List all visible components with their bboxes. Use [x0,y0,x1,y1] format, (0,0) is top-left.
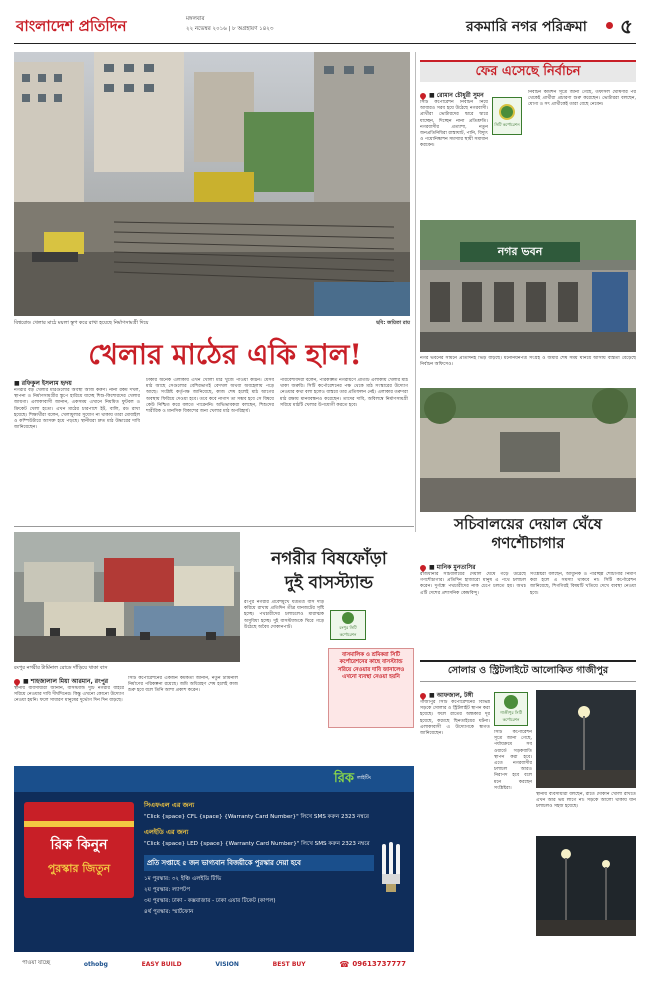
story5-byline-text: ■ আফজাল, টঙ্গী [429,692,474,699]
ad-brand-bar [14,766,414,792]
gazipur-city-logo [494,692,528,726]
story1-body-col1: নগরীর বড় খেলার মাঠগুলোর অবস্থা আজ করুণ। নানা রকম দখল, স্থাপনা ও নির্মাণসামগ্রীর স্তূপে হারিয়ে যাচ্ছে শিশু-কিশোরদের খেলার জায়গা। এলাকাবাসী জানান, একসময় এখানে নিয়মিত ফুটবল ও ক্রিকেট খেলা হতো। এখন মাঠের চারপাশে ইট, বালি, রড রাখা হয়েছে। শিক্ষার্থীরা বলেন, খেলাধুলার সুযোগ না থাকায় তারা মোবাইল ও কম্পিউটারে আসক্ত হয়ে পড়ছে। স্থানীয়রা দ্রুত মাঠ উদ্ধারের দাবি জানিয়েছেন। [14,388,140,431]
location-pin-icon [419,91,427,99]
election-banner-text: ফের এসেছে নির্বাচন [475,63,581,79]
ad-prize-2: ২য় পুরস্কার: ল্যাপটপ [144,887,191,893]
ad-rule1-text: "Click {space} CFL {space} {Warranty Card Number}" লিখে SMS করুন 2323 নম্বরে [144,814,369,820]
ad-rule1-title: সিএফএল এর জন্য [144,801,195,809]
location-pin-icon [13,677,21,685]
streetlight-graphic-top [536,690,636,788]
story3-callout [328,648,414,728]
ad-brand-tag: লাইটিং [356,775,372,781]
city-logo-emblem-icon [499,104,515,120]
masthead-date: ২২ নভেম্বর ২০১৬ | ৮ অগ্রহায়ণ ১৪২৩ [186,26,274,32]
photo-caption: বিশ্বরোড খেলার মাঠে ময়লা স্তূপ করে রাখা হয়েছে নির্মাণসামগ্রী দিয়ে [14,320,149,326]
location-pin-icon [419,563,427,571]
story3-byline-text: ■ শাহজালাল মিয়া আরমান, রংপুর [23,678,109,685]
story5-headline-box [420,660,636,682]
secretariat-photo-graphic [420,388,636,512]
ad-brand: রিক [334,770,354,786]
building-sign: নগর ভবন [497,245,543,258]
bus-terminal-photo [14,532,240,662]
ad-bulb-icon [376,842,406,894]
story3-body-col2: স্থানীয় ব্যবসায়ীরা জানান, বাসস্ট্যান্ড দুটি নগরীর বাইরে সরিয়ে নেওয়ার দাবি দীর্ঘদিনের। কিন্তু এখনো কোনো উদ্যোগ নেওয়া হয়নি। ফলে সাধারণ মানুষের দুর্ভোগ দিন দিন বাড়ছে। [14,686,124,704]
ad-gift-box [24,802,134,898]
story1-byline-text: ■ রফিকুল ইসলাম হৃদয় [14,380,72,387]
masthead-day: মঙ্গলবার [186,16,205,22]
story2-byline-text: ■ রোমান চৌধুরী সুমন [429,92,484,99]
ad-prize-heading: প্রতি সপ্তাহে ৫ জন ভাগ্যবান বিজয়ীকে পুরস্কার দেয়া হবে [144,855,374,871]
story4-byline-text: ■ মানিক মুনতাসির [429,564,476,571]
page-dot-icon [606,22,613,29]
streetlight-graphic-bottom [536,836,636,936]
ad-promo-title-1: রিক কিনুন [50,837,108,853]
ad-rules [144,800,374,917]
ad-rule2-title: এলইডি এর জন্য [144,828,189,836]
story4-headline-line2: গণশৌচাগার [491,534,565,552]
bus-photo-caption: রংপুর নগরীর টার্মিনাল রোডে দাঁড়িয়ে থাকা বাস [14,665,108,671]
story5-headline: সোলার ও স্ট্রিটলাইটে আলোকিত গাজীপুর [447,665,609,676]
section-title: রকমারি নগর পরিক্রমা [466,19,587,35]
ad-footer-brand-vision: VISION [215,960,239,968]
paper-name: বাংলাদেশ প্রতিদিন [16,17,127,35]
ad-prize-3: ৩য় পুরস্কার: ঢাকা - কক্সবাজার - ঢাকা এয়ার টিকেট (কাপল) [144,898,276,904]
city-building-graphic [420,220,636,352]
city-building-photo [420,220,636,352]
construction-site-photo [14,52,410,316]
city-corporation-logo [492,97,522,135]
column-divider [415,52,416,532]
story3-headline-line2: দুই বাসস্ট্যান্ড [284,573,374,593]
ad-prize-4: ৪র্থ পুরস্কার: স্মার্টফোন [144,909,194,915]
ad-footer-brand-bestbuy: BEST BUY [272,960,306,968]
story3-body-col3: সিটি কর্পোরেশনের একজন কর্মকর্তা জানান, নতুন টার্মিনাল নির্মাণের পরিকল্পনা রয়েছে। জমি অধিগ্রহণ শেষ হলেই কাজ শুরু হবে বলে তিনি আশা প্রকাশ করেন। [128,676,238,694]
cfl-bulb-icon [376,842,406,894]
election-banner [420,60,636,82]
city-logo-text: সিটি কর্পোরেশন [494,121,520,127]
section-rule [14,526,414,527]
ad-footer-brand-easybuild: EASY BUILD [141,960,182,968]
photo-credit: ছবি: জয়িতা রায় [376,320,410,326]
ad-footer-brand-othoba: othobg [83,960,108,968]
masthead [14,12,636,44]
story2-body-lower: নগর ভবনের সামনে প্রতিদিনই ভিড় বাড়ছে। মনোনয়নপত্র সংগ্রহ ও জমার শেষ সময় ঘনিয়ে আসায় ব্যস্ততা বেড়েছে নির্বাচন অফিসেও। [420,356,636,368]
gazipur-logo-text: গাজীপুর সিটি কর্পোরেশন [500,709,522,722]
phone-icon: ☎ [339,959,350,969]
ad-footer-label: পাওয়া যাচ্ছে [22,960,51,966]
streetlight-photo-top [536,690,636,788]
rangpur-logo-text: রংপুর সিটি কর্পোরেশন [339,624,357,637]
page-number: ৫ [620,14,633,38]
rangpur-logo-emblem-icon [342,612,354,624]
secretariat-wall-photo [420,388,636,512]
ad-rule2-text: "Click {space} LED {space} {Warranty Card Number}" লিখে SMS করুন 2323 নম্বরে [144,841,370,847]
ad-hotline: 09613737777 [352,960,406,968]
ad-footer [14,952,414,976]
story4-headline-line1: সচিবালয়ের দেয়াল ঘেঁষে [454,515,602,533]
advertisement [14,766,414,976]
story5-body-col2: সিটি কর্পোরেশন সূত্রে জানা গেছে, পর্যায়ক্রমে সব ওয়ার্ডে সড়কবাতি স্থাপন করা হবে। এতে নগরবাসীর চলাচল আরও নিরাপদ হবে বলে মনে করছেন সংশ্লিষ্টরা। [494,730,532,791]
streetlight-photo-bottom [536,836,636,936]
ad-hotline-box [339,960,406,969]
story2-body-side: নির্বাচন কমিশন সূত্রে জানা গেছে, তফসিল ঘোষণার পর থেকেই প্রার্থীরা প্রচারণা শুরু করেছেন। ভোটাররা বলছেন, যোগ্য ও সৎ প্রার্থীকেই তারা বেছে নেবেন। [528,90,636,108]
story5-body-col3: স্থানীয় ব্যবসায়ীরা বলছেন, রাতে দোকান খোলা রাখতে এখন আর ভয় লাগে না। সড়কে আলো থাকায় যান চলাচলও সহজ হয়েছে। [536,792,636,810]
story4-body-col1: রাজধানীর সচিবালয়ের দেয়াল ঘেঁষে গড়ে উঠেছে গণশৌচাগার। প্রতিদিন হাজারো মানুষ এ পথে চলাচল করেন। দুর্গন্ধে পথচারীদের নাক চেপে চলতে হয়। অথচ এটি দেশের প্রশাসনিক কেন্দ্রবিন্দু। [420,572,526,596]
story3-body-col1: রংপুর নগরীর প্রবেশমুখে যত্রতত্র বাস দাঁড় করিয়ে রাখায় প্রতিদিন তীব্র যানজটের সৃষ্টি হচ্ছে। পথচারীদের চলাচলেও মারাত্মক অসুবিধা হচ্ছে। দুই বাসস্ট্যান্ডকে ঘিরে গড়ে উঠেছে অবৈধ দোকানপাট। [244,600,324,630]
story3-callout-text: বাসমালিক ও শ্রমিকরা সিটি কর্পোরেশনের কাছে বাসস্ট্যান্ড সরিয়ে নেওয়ার দাবি জানালেও এখনো ব্যবস্থা নেওয়া হয়নি [337,652,405,681]
story1-body-col2: ঢাকার অনেক এলাকায় এখন খোলা মাঠ খুঁজে পাওয়া কঠিন। যেসব মাঠ আছে সেগুলোর বেশিরভাগই বেদখল অথবা অবহেলায় পড়ে আছে। সংশ্লিষ্ট কর্তৃপক্ষ জানিয়েছে, কাজ শেষ হলেই মাঠ আগের অবস্থায় ফিরিয়ে দেওয়া হবে। তবে কবে নাগাদ তা সম্ভব হবে সে বিষয়ে কেউ নিশ্চিত করে বলতে পারেননি। অভিভাবকরা বলছেন, শিশুদের শারীরিক ও মানসিক বিকাশের জন্য খেলার মাঠ অপরিহার্য। [146,378,274,415]
story4-body-col2: সংশ্লিষ্টরা বলছেন, আধুনিক ও পরিচ্ছন্ন শৌচাগার নির্মাণ করা হলে এ সমস্যা থাকবে না। সিটি কর্পোরেশন জানিয়েছে, শিগগিরই বিষয়টি খতিয়ে দেখে ব্যবস্থা নেওয়া হবে। [530,572,636,596]
ad-prize-1: ১ম পুরস্কার: ৩২ ইঞ্চি এলইডি টিভি [144,876,222,882]
story5-body-col1: গাজীপুর সিটি কর্পোরেশনের বিভিন্ন সড়কে সোলার ও স্ট্রিটলাইট স্থাপন করা হয়েছে। ফলে রাতের অন্ধকার দূর হয়েছে, কমেছে ছিনতাইয়ের ঘটনা। এলাকাবাসী এ উদ্যোগকে স্বাগত জানিয়েছেন। [420,700,490,737]
rangpur-city-logo [330,610,366,640]
bus-photo-graphic [14,532,240,662]
story3-headline-line1: নগরীর বিষফোঁড়া [271,549,387,569]
gift-ribbon-icon [24,821,134,827]
ad-promo-title-2: পুরস্কার জিতুন [47,862,111,875]
construction-photo-graphic [14,52,410,316]
story2-body: সিটি কর্পোরেশন নির্বাচন নিয়ে আবারও সরব হয়ে উঠেছে নগরবাসী। প্রার্থীরা ভোটারদের দ্বারে দ্বারে যাচ্ছেন, দিচ্ছেন নানা প্রতিশ্রুতি। নগরবাসীর প্রত্যাশা, নতুন জনপ্রতিনিধিরা রাস্তাঘাট, পানি, বিদ্যুৎ ও পয়োনিষ্কাশন সমস্যার স্থায়ী সমাধান করবেন। [420,100,488,149]
story1-body-col3: পরিবেশবিদরা বলেন, পরিকল্পিত নগরায়ণে প্রতিটি এলাকায় খেলার মাঠ থাকা জরুরি। সিটি কর্পোরেশনের পক্ষ থেকে মাঠ সংস্কারের উদ্যোগ নেওয়ার কথা বলা হলেও বাস্তবে তার প্রতিফলন নেই। এলাকার তরুণরা মাঠ রক্ষায় মানববন্ধনও করেছেন। তাদের দাবি, অবিলম্বে নির্মাণসামগ্রী সরিয়ে মাঠটি খেলার উপযোগী করতে হবে। [280,378,408,408]
location-pin-icon [419,691,427,699]
story1-headline: খেলার মাঠের একি হাল! [88,338,362,371]
gazipur-logo-emblem-icon [504,695,518,709]
